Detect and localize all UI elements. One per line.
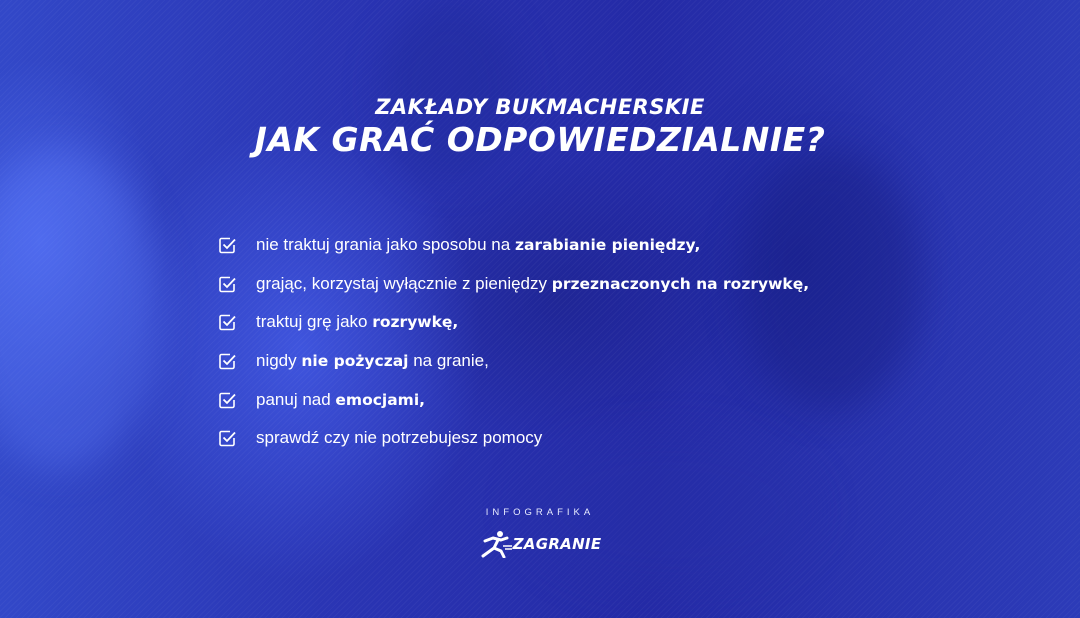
runner-logo-icon	[479, 530, 513, 558]
list-item-text: grając, korzystaj wyłącznie z pieniędzy przeznaczonych na rozrywkę,	[256, 273, 810, 293]
checkbox-check-icon	[218, 352, 236, 370]
list-item	[218, 226, 809, 265]
list-item-text: panuj nad emocjami,	[256, 389, 426, 409]
list-item	[218, 303, 809, 342]
brand-name: ZAGRANIE	[512, 535, 602, 553]
footer	[0, 507, 1080, 563]
list-item-text: sprawdź czy nie potrzebujesz pomocy	[256, 428, 543, 448]
list-item	[218, 380, 809, 419]
list-item	[218, 265, 809, 304]
list-item-text: nie traktuj grania jako sposobu na zarabianie pieniędzy,	[256, 235, 701, 255]
header-subtitle: ZAKŁADY BUKMACHERSKIE	[375, 95, 705, 119]
brand-logo[interactable]	[479, 530, 602, 558]
checkbox-check-icon	[218, 313, 236, 331]
page-title: JAK GRAĆ ODPOWIEDZIALNIE?	[254, 120, 826, 159]
checkbox-check-icon	[218, 429, 236, 447]
footer-label: INFOGRAFIKA	[485, 507, 595, 518]
header	[0, 93, 1080, 159]
list-item	[218, 419, 809, 458]
background-blur-left	[0, 150, 160, 470]
list-item-text: traktuj grę jako rozrywkę,	[256, 312, 459, 332]
list-item	[218, 342, 809, 381]
checkbox-check-icon	[218, 391, 236, 409]
checkbox-check-icon	[218, 275, 236, 293]
list-item-text: nigdy nie pożyczaj na granie,	[256, 351, 489, 371]
tips-list	[218, 226, 809, 458]
checkbox-check-icon	[218, 236, 236, 254]
